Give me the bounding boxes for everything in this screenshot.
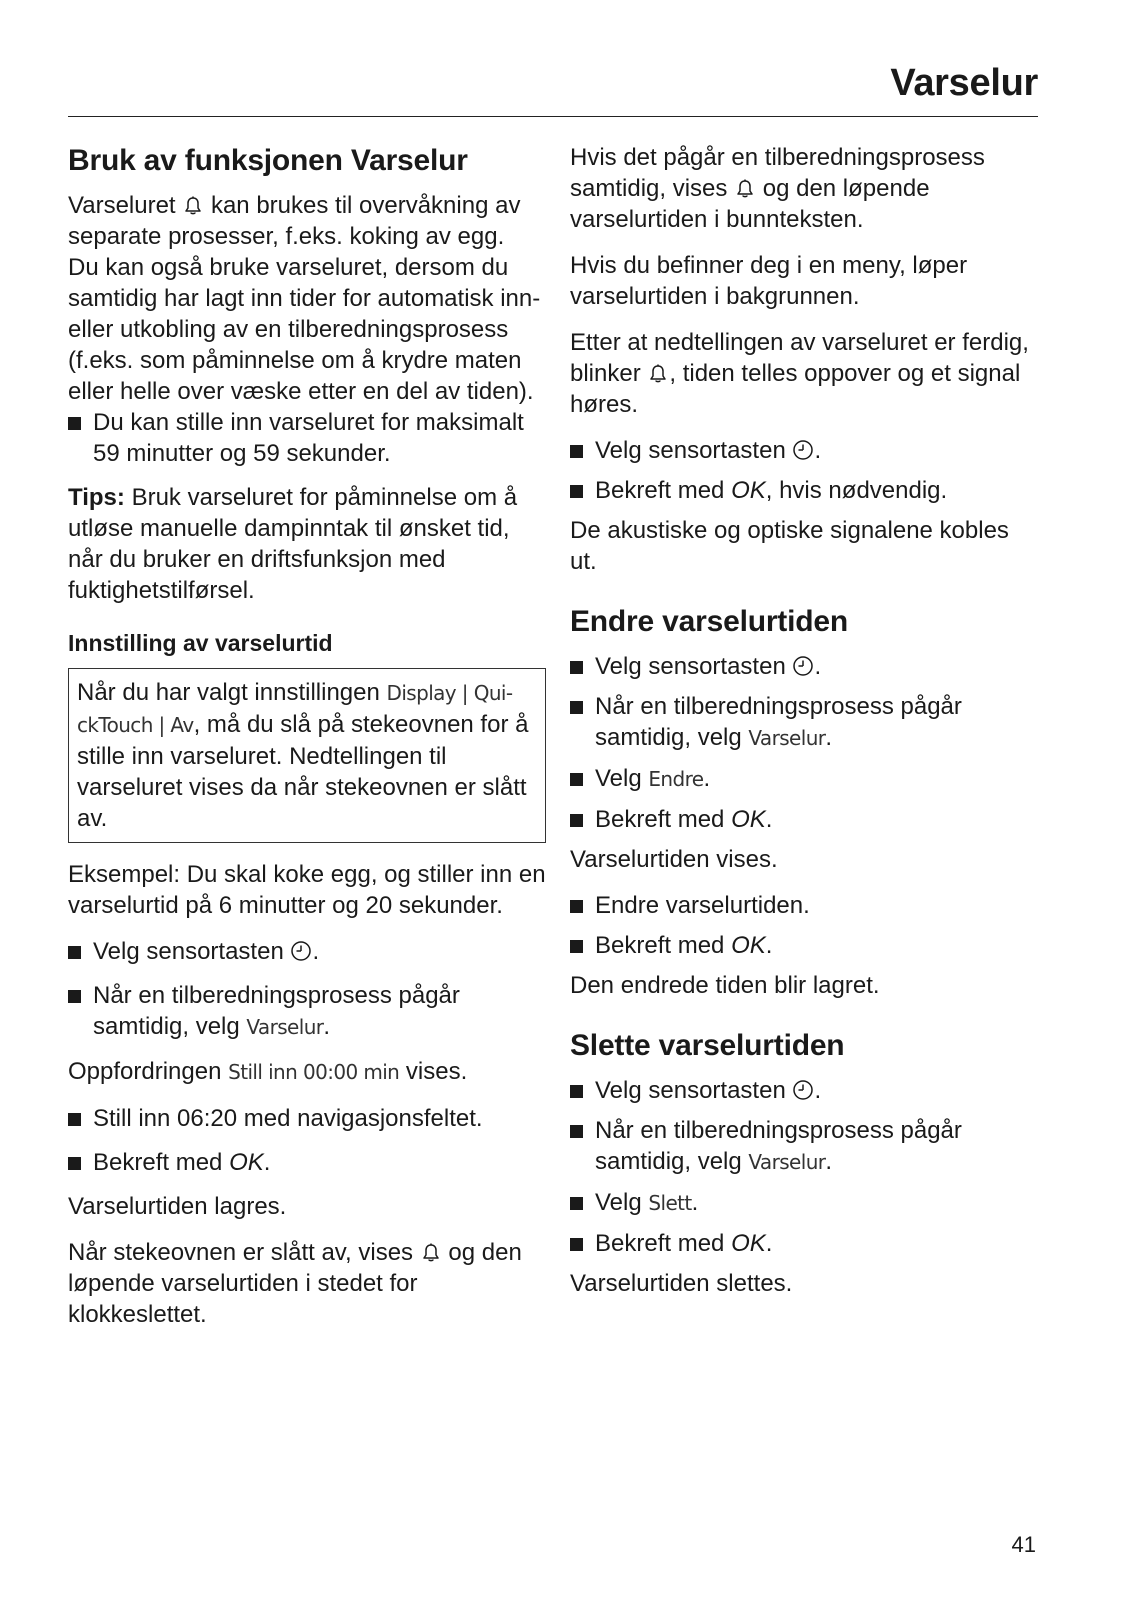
time-deleted-paragraph: Varselurtiden slettes. xyxy=(570,1270,793,1297)
time-shown-paragraph: Varselurtiden vises. xyxy=(570,846,778,873)
list-item-max-time xyxy=(68,407,546,469)
list-item-text: Du kan stille inn varseluret for maksimalt 59 minutter og 59 sekunder. xyxy=(93,409,524,467)
list-item-confirm-if-needed xyxy=(570,475,1040,506)
footer-text-paragraph: Hvis det pågår en tilberedningsprosess samtidig, vises og den løpende varselurtiden i bunnteksten. xyxy=(570,144,985,233)
section-heading-change: Endre varselurtiden xyxy=(570,605,848,638)
list-item-text: Velg sensortasten . xyxy=(595,1077,822,1104)
list-item-text: Velg Endre. xyxy=(595,765,711,792)
list-item-confirm xyxy=(68,1147,546,1178)
list-item-text: Velg Slett. xyxy=(595,1189,699,1216)
list-item-text: Endre varselurtiden. xyxy=(595,892,810,919)
list-item-text: Når en tilberedningsprosess pågår samtidig, velg Varselur. xyxy=(93,982,460,1040)
list-item-text: Bekreft med OK. xyxy=(595,932,773,959)
countdown-finished-paragraph: Etter at nedtellingen av varseluret er ferdig, blinker , tiden telles oppover og et signal høres. xyxy=(570,329,1029,418)
bullet-square xyxy=(570,445,583,458)
right-column xyxy=(570,142,1040,1299)
list-item-select-sensor xyxy=(570,435,1040,466)
bullet-square xyxy=(68,417,81,430)
clock-icon xyxy=(792,655,814,677)
list-item-confirm xyxy=(570,1228,1040,1259)
tips-paragraph xyxy=(68,482,546,606)
tips-text: Bruk varseluret for påminnelse om å utløse manuelle dampinntak til ønsket tid, når du bruker en driftsfunksjon med fuktighetstilførsel. xyxy=(68,484,518,604)
bell-icon xyxy=(734,177,756,199)
ok-key-label: OK xyxy=(229,1149,264,1176)
bullet-square xyxy=(68,1113,81,1126)
bullet-square xyxy=(68,946,81,959)
bullet-square xyxy=(570,773,583,786)
bullet-square xyxy=(68,1157,81,1170)
list-item-text: Når en tilberedningsprosess pågår samtidig, velg Varselur. xyxy=(595,1117,962,1175)
bullet-square xyxy=(570,814,583,827)
bullet-square xyxy=(570,1125,583,1138)
ok-key-label: OK xyxy=(731,477,766,504)
intro-text-end: kan brukes til overvåkning av separate prosesser, f.eks. koking av egg. xyxy=(68,192,521,250)
menu-option-slett: Slett xyxy=(648,1191,692,1215)
example-paragraph: Eksempel: Du skal koke egg, og stiller inn en varselurtid på 6 minutter og 20 sekunder. xyxy=(68,861,546,919)
list-item-select-sensor xyxy=(68,936,546,967)
list-item-set-time xyxy=(68,1103,546,1134)
clock-icon xyxy=(792,439,814,461)
page-number: 41 xyxy=(1011,1532,1036,1557)
list-item-change-time xyxy=(570,890,1040,921)
list-item-text: Bekreft med OK. xyxy=(595,1230,773,1257)
section-heading-delete: Slette varselurtiden xyxy=(570,1029,845,1062)
list-item-select-sensor xyxy=(570,651,1040,682)
ok-key-label: OK xyxy=(731,1230,766,1257)
display-prompt: Still inn 00:00 min xyxy=(228,1060,400,1084)
left-column xyxy=(68,142,546,1345)
menu-option-varselur: Varselur xyxy=(246,1015,324,1039)
list-item-confirm xyxy=(570,804,1040,835)
saved-paragraph: Varselurtiden lagres. xyxy=(68,1193,287,1220)
menu-option-varselur: Varselur xyxy=(748,1150,826,1174)
bullet-square xyxy=(570,485,583,498)
note-text-start: Når du har valgt innstillingen xyxy=(77,679,380,706)
clock-icon xyxy=(792,1079,814,1101)
list-item-confirm xyxy=(570,930,1040,961)
bullet-square xyxy=(570,1238,583,1251)
header-rule xyxy=(68,116,1038,117)
list-item-text: Velg sensortasten . xyxy=(93,938,320,965)
list-item-text: Når en tilberedningsprosess pågår samtidig, velg Varselur. xyxy=(595,693,962,751)
signals-off-paragraph: De akustiske og optiske signalene kobles ut. xyxy=(570,517,1009,575)
menu-background-paragraph: Hvis du befinner deg i en meny, løper varselurtiden i bakgrunnen. xyxy=(570,252,968,310)
ok-key-label: OK xyxy=(731,932,766,959)
list-item-text: Bekreft med OK. xyxy=(93,1149,271,1176)
list-item-text: Velg sensortasten . xyxy=(595,437,822,464)
ok-key-label: OK xyxy=(731,806,766,833)
list-item-choose-change xyxy=(570,763,1040,795)
bullet-square xyxy=(570,940,583,953)
bullet-square xyxy=(570,1085,583,1098)
list-item-choose-timer xyxy=(570,1115,1040,1178)
list-item-text: Velg sensortasten . xyxy=(595,653,822,680)
intro-paragraph-2: Du kan også bruke varseluret, dersom du samtidig har lagt inn tider for automatisk inn- eller utkobling av en tilberedningsprosess (f.eks. som påminnelse om å krydre maten eller helle over væske etter en del av tiden). xyxy=(68,254,541,405)
menu-option-varselur: Varselur xyxy=(748,726,826,750)
list-item-select-sensor xyxy=(570,1075,1040,1106)
bullet-square xyxy=(570,1197,583,1210)
note-box xyxy=(68,668,546,843)
list-item-choose-delete xyxy=(570,1187,1040,1219)
prompt-paragraph: Oppfordringen Still inn 00:00 min vises. xyxy=(68,1058,468,1085)
list-item-choose-timer xyxy=(68,980,546,1043)
page-title: Varselur xyxy=(890,62,1038,104)
bullet-square xyxy=(570,701,583,714)
menu-option-endre: Endre xyxy=(648,767,704,791)
bell-icon xyxy=(182,194,204,216)
bell-icon xyxy=(647,362,669,384)
list-item-text: Bekreft med OK. xyxy=(595,806,773,833)
clock-icon xyxy=(290,940,312,962)
tips-label: Tips: xyxy=(68,484,125,511)
list-item-text: Bekreft med OK, hvis nødvendig. xyxy=(595,477,948,504)
time-saved-paragraph: Den endrede tiden blir lagret. xyxy=(570,972,880,999)
bullet-square xyxy=(570,900,583,913)
bell-icon xyxy=(420,1241,442,1263)
subheading-setting: Innstilling av varselurtid xyxy=(68,630,333,656)
final-paragraph: Når stekeovnen er slått av, vises og den løpende varselurtiden i stedet for klokkeslettet. xyxy=(68,1239,522,1328)
section-heading-use: Bruk av funksjonen Varselur xyxy=(68,144,468,177)
display-setting-path: Display | QuickTouch | Av xyxy=(77,681,514,737)
list-item-text: Still inn 06:20 med navigasjonsfeltet. xyxy=(93,1105,483,1132)
bullet-square xyxy=(570,661,583,674)
intro-paragraph xyxy=(68,190,546,252)
bullet-square xyxy=(68,990,81,1003)
intro-text-start: Varseluret xyxy=(68,192,176,219)
list-item-choose-timer xyxy=(570,691,1040,754)
note-text-end: , må du slå på stekeovnen for å stille inn varseluret. Nedtellingen til varseluret vises da når stekeovnen er slått av. xyxy=(77,711,529,832)
